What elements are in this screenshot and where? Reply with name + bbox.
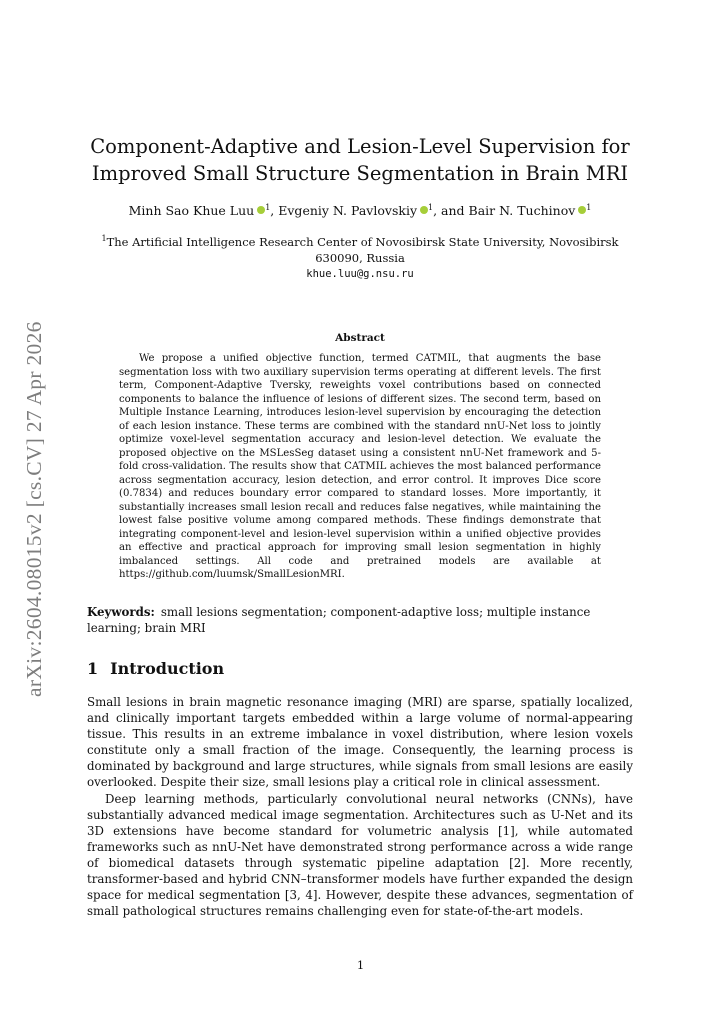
affiliation-mark: 1	[101, 234, 107, 243]
author-name: Minh Sao Khue Luu	[128, 203, 255, 218]
abstract-heading: Abstract	[335, 332, 385, 344]
author-name: Evgeniy N. Pavlovskiy	[278, 203, 418, 218]
author-affiliation-mark: 1	[586, 203, 592, 212]
author-name: Bair N. Tuchinov	[468, 203, 576, 218]
paper-title: Component-Adaptive and Lesion-Level Supervision for Improved Small Structure Segmentation in Brain MRI	[90, 135, 630, 185]
orcid-icon[interactable]	[257, 206, 265, 214]
keywords-label: Keywords:	[87, 605, 155, 619]
author-separator: , and	[433, 203, 469, 218]
contact-email[interactable]: khue.luu@g.nsu.ru	[306, 268, 414, 280]
paragraph: Small lesions in brain magnetic resonance imaging (MRI) are sparse, spatially localized, and clinically important targets embedded within a large volume of normal-appearing tissue. This results in an extreme imbalance in voxel distribution, where lesion voxels constitute only a small fraction of the image. Consequently, the learning process is dominated by background and large structures, while signals from small lesions are easily overlooked. Despite their size, small lesions play a critical role in clinical assessment.	[87, 695, 633, 790]
abstract-text: We propose a unified objective function, termed CATMIL, that augments the base segmentation loss with two auxiliary supervision terms operating at different levels. The first term, Component-Adaptive Tversky, reweights voxel contributions based on connected components to balance the influence of lesions of different sizes. The second term, based on Multiple Instance Learning, introduces lesion-level supervision by encouraging the detection of each lesion instance. These terms are combined with the standard nnU-Net loss to jointly optimize voxel-level segmentation accuracy and lesion-level detection. We evaluate the proposed objective on the MSLesSeg dataset using a consistent nnU-Net framework and 5-fold cross-validation. The results show that CATMIL achieves the most balanced performance across segmentation accuracy, lesion detection, and error control. It improves Dice score (0.7834) and reduces boundary error compared to standard losses. More importantly, it substantially increases small lesion recall and reduces false negatives, while maintaining the lowest false positive volume among compared methods. These findings demonstrate that integrating component-level and lesion-level supervision within a unified objective provides an effective and practical approach for improving small lesion segmentation in highly imbalanced settings. All code and pretrained models are available at https://github.com/luumsk/SmallLesionMRI.	[119, 353, 601, 580]
section-number: 1	[87, 659, 99, 678]
keywords-text: small lesions segmentation; component-adaptive loss; multiple instance learning; brain MRI	[87, 605, 591, 635]
author-list	[60, 202, 660, 220]
affiliation-text: The Artificial Intelligence Research Center of Novosibirsk State University, Novosibirsk	[106, 235, 619, 249]
arxiv-identifier-sidebar: arXiv:2604.08015v2 [cs.CV] 27 Apr 2026	[22, 321, 46, 697]
affiliation-address: 630090, Russia	[315, 251, 405, 265]
page-number: 1	[356, 958, 365, 972]
orcid-icon[interactable]	[420, 206, 428, 214]
section-title: Introduction	[110, 659, 225, 678]
paragraph: Deep learning methods, particularly convolutional neural networks (CNNs), have substantially advanced medical image segmentation. Architectures such as U-Net and its 3D extensions have become standard for volumetric analysis [1], while automated frameworks such as nnU-Net have demonstrated strong performance across a wide range of biomedical datasets through systematic pipeline adaptation [2]. More recently, transformer-based and hybrid CNN–transformer models have further expanded the design space for medical segmentation [3, 4]. However, despite these advances, segmentation of small pathological structures remains challenging even for state-of-the-art models.	[87, 791, 633, 919]
affiliation-block	[60, 234, 660, 282]
author-affiliation-mark: 1	[265, 203, 271, 212]
introduction-body	[87, 694, 633, 919]
author-separator: ,	[270, 203, 279, 218]
keywords-block	[87, 604, 634, 636]
author-affiliation-mark: 1	[428, 203, 434, 212]
section-heading	[87, 659, 224, 678]
